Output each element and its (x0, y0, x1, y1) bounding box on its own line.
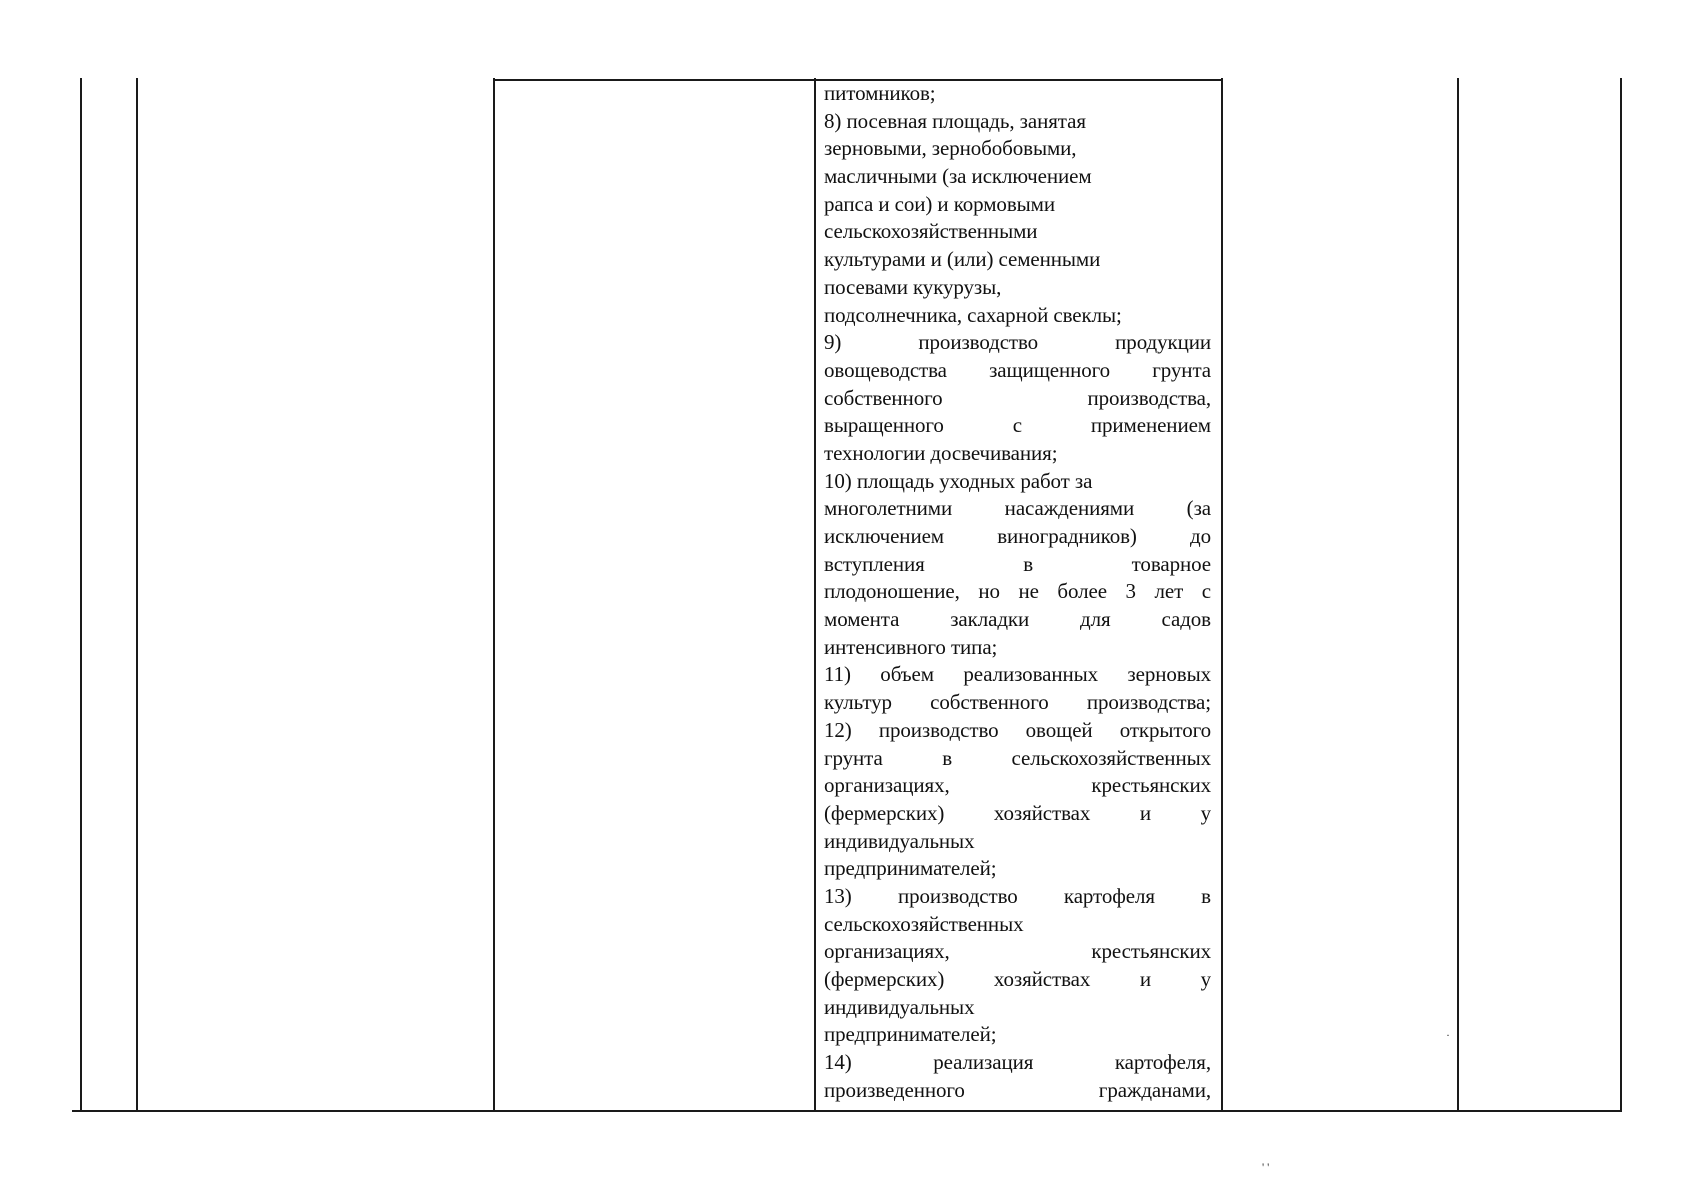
scan-speck: · (1446, 1028, 1450, 1042)
text-line: вступления в товарное (824, 551, 1211, 576)
text-line: грунта в сельскохозяйственных (824, 745, 1211, 770)
text-line: выращенного с применением (824, 413, 1211, 438)
text-line: 9) производство продукции (824, 330, 1211, 355)
text-line: технологии досвечивания; (824, 440, 1058, 465)
text-line: плодоношение, но не более 3 лет с (824, 579, 1211, 604)
text-line: 8) посевная площадь, занятая (824, 108, 1086, 133)
scan-speck: ' ' (1262, 1160, 1270, 1174)
text-line: исключением виноградников) до (824, 524, 1211, 548)
text-line: 11) объем реализованных зерновых (824, 662, 1211, 687)
text-line: 12) производство овощей открытого (824, 717, 1211, 742)
text-line: культур собственного производства; (824, 690, 1211, 715)
table-border-right (1620, 78, 1622, 1112)
column-divider-2 (493, 78, 495, 1112)
text-line: посевами кукурузы, (824, 274, 1002, 299)
text-line: организациях, крестьянских (824, 939, 1211, 964)
text-line: сельскохозяйственных (824, 911, 1024, 936)
text-line: подсолнечника, сахарной свеклы; (824, 302, 1122, 327)
text-line: многолетними насаждениями (за (824, 496, 1211, 521)
text-line: питомников; (824, 81, 936, 105)
text-line: рапса и сои) и кормовыми (824, 191, 1055, 216)
table-border-left (80, 78, 82, 1112)
text-line: культурами и (или) семенными (824, 247, 1101, 272)
text-line: произведенного гражданами, (824, 1077, 1211, 1102)
text-line: интенсивного типа; (824, 634, 998, 659)
text-line: организациях, крестьянских (824, 773, 1211, 798)
text-line: (фермерских) хозяйствах и у (824, 967, 1211, 991)
text-line: зерновыми, зернобобовыми, (824, 136, 1077, 161)
text-line: 10) площадь уходных работ за (824, 468, 1093, 493)
text-line: 14) реализация картофеля, (824, 1050, 1211, 1075)
text-line: овощеводства защищенного грунта (824, 357, 1211, 382)
text-line: индивидуальных (824, 994, 975, 1019)
column-divider-4 (1221, 78, 1223, 1112)
column-divider-1 (136, 78, 138, 1112)
text-line: индивидуальных (824, 828, 975, 853)
column-divider-3 (814, 78, 816, 1112)
text-line: 13) производство картофеля в (824, 883, 1211, 908)
table-cell-text (824, 80, 1211, 1110)
text-line: сельскохозяйственными (824, 219, 1038, 244)
text-line: масличными (за исключением (824, 164, 1092, 189)
text-line: предпринимателей; (824, 1022, 997, 1047)
text-line: собственного производства, (824, 385, 1211, 410)
text-line: (фермерских) хозяйствах и у (824, 800, 1211, 825)
text-line: предпринимателей; (824, 856, 997, 881)
table-border-bottom (72, 1110, 1622, 1112)
text-line: момента закладки для садов (824, 607, 1211, 632)
column-divider-5 (1457, 78, 1459, 1112)
